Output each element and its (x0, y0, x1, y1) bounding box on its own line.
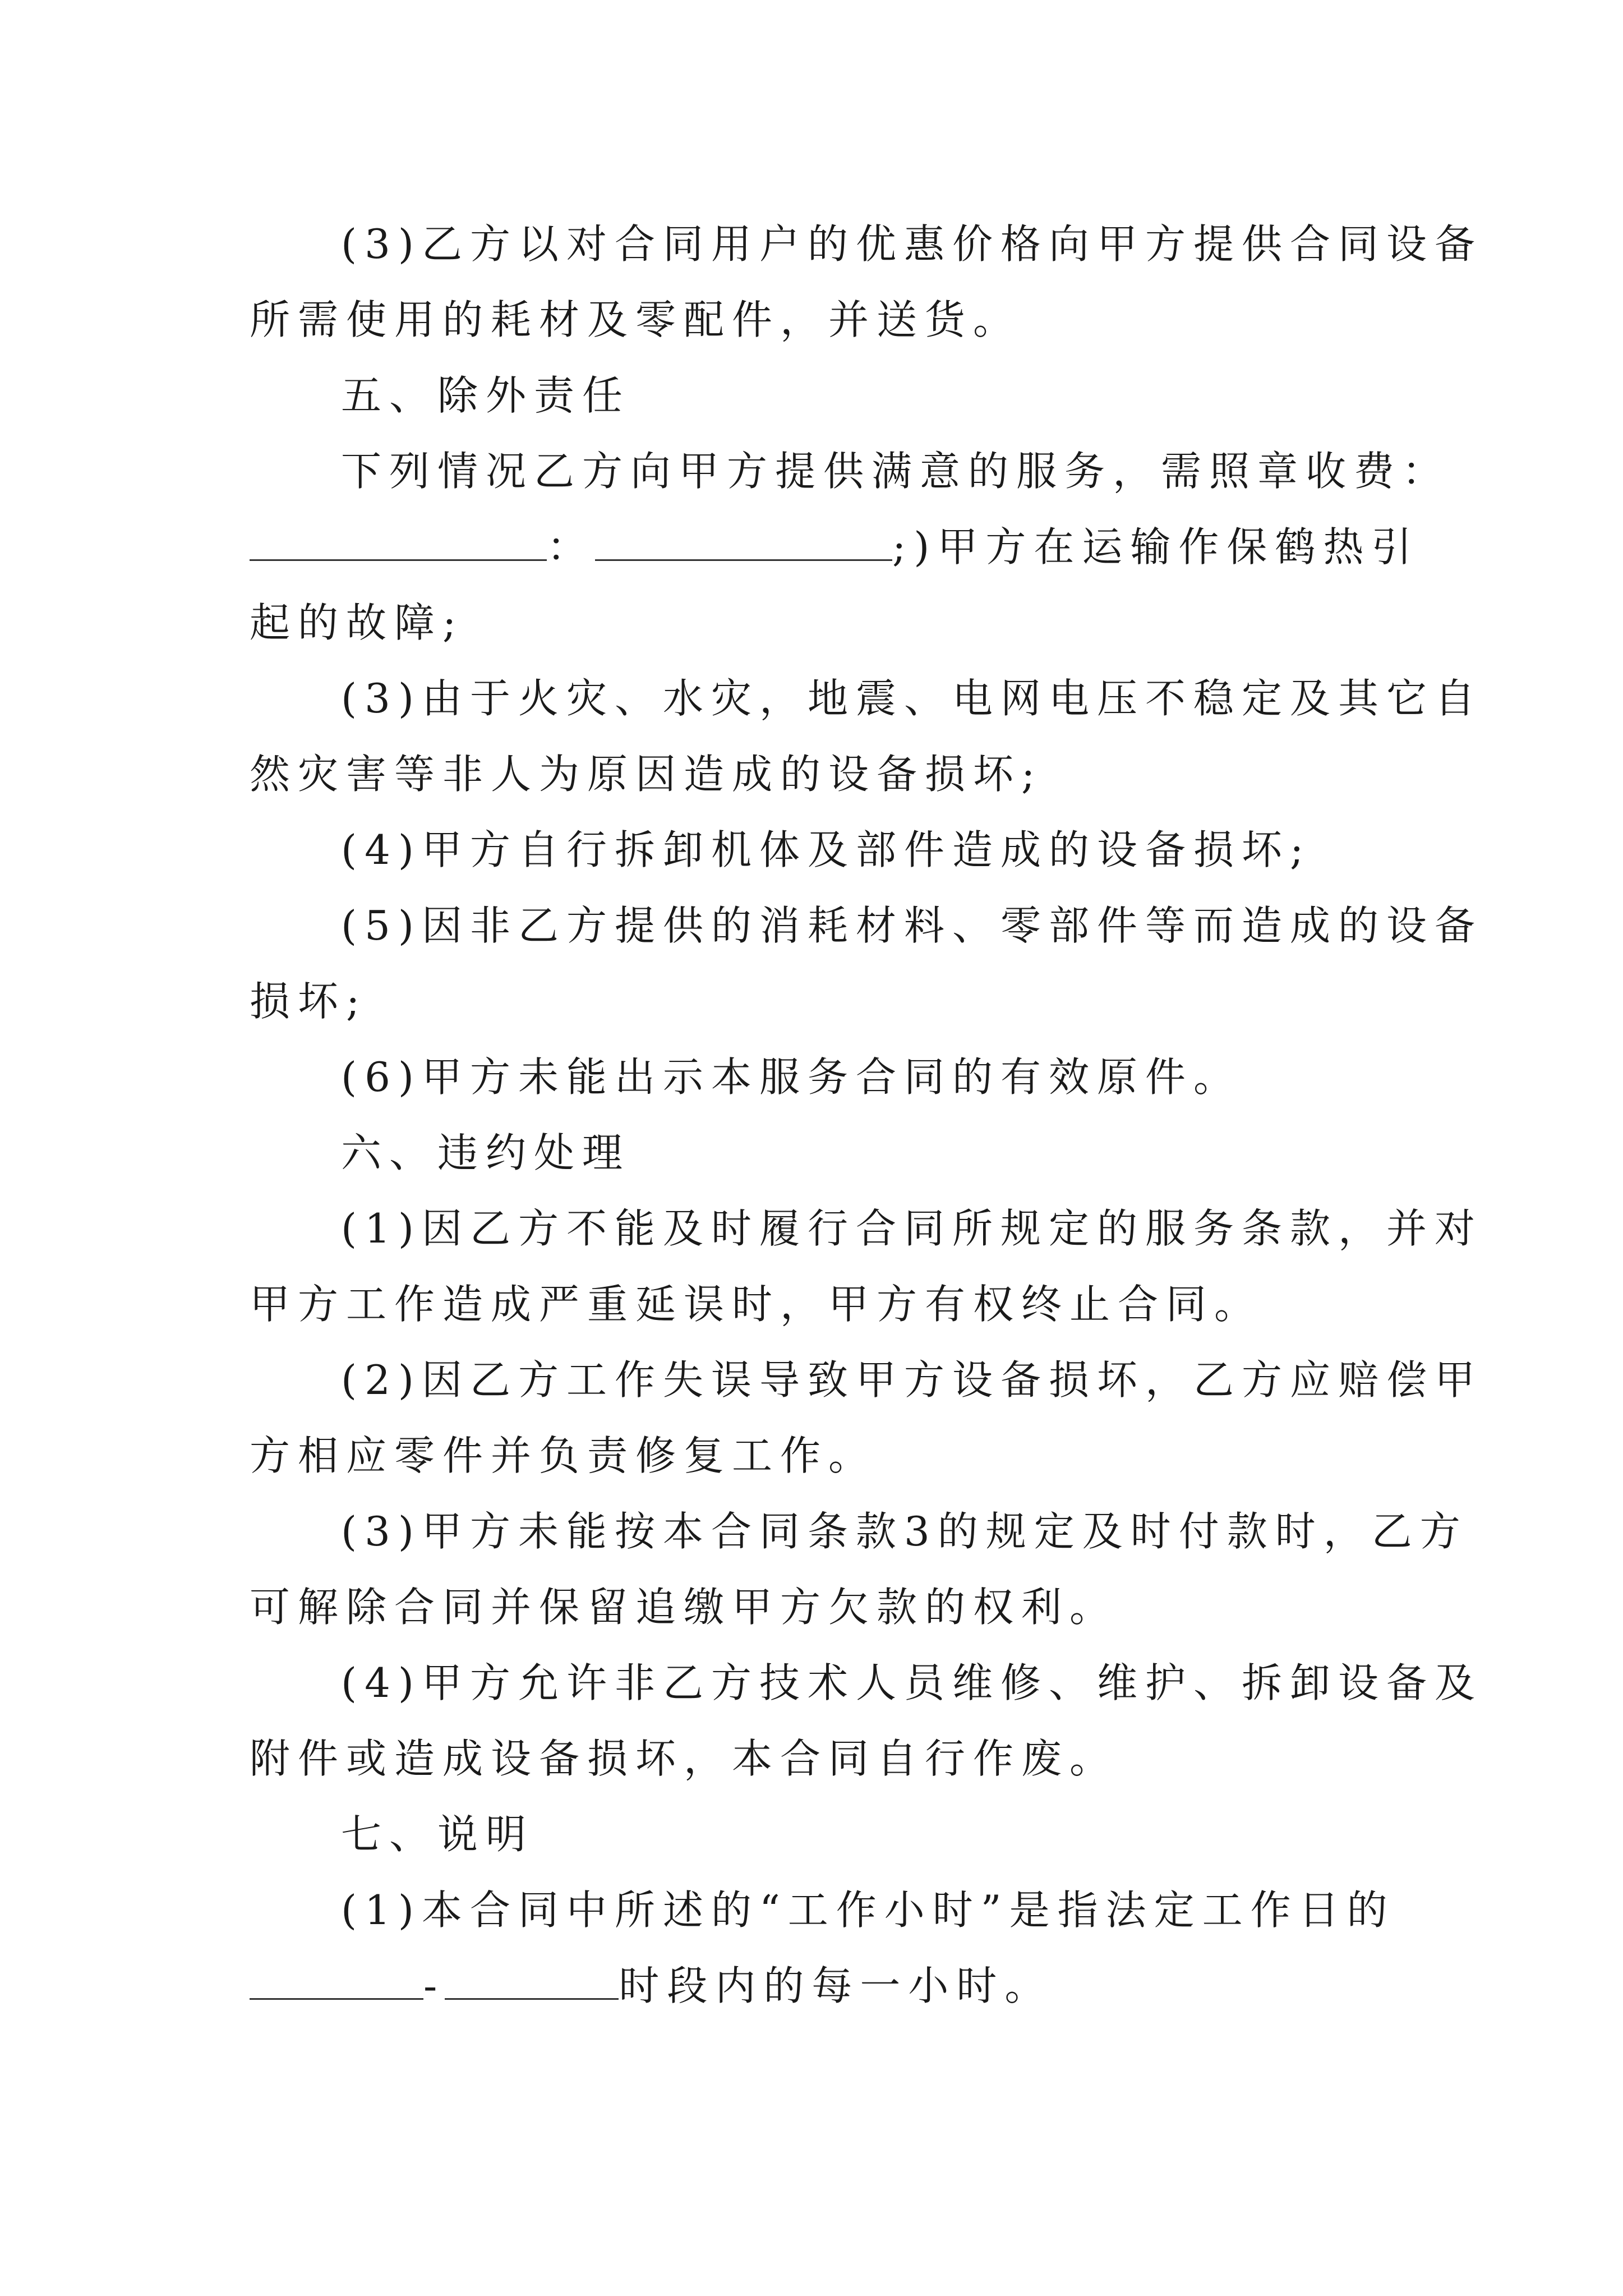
blank-field (250, 520, 547, 561)
clause-7-1-line-2 (250, 1958, 1053, 2014)
clause-5-4: (4)甲方自行拆卸机体及部件造成的设备损坏; (341, 826, 1312, 873)
clause-6-2-line-1: (2)因乙方工作失误导致甲方设备损坏，乙方应赔偿甲 (341, 1356, 1483, 1404)
clause-5-1-text: ;)甲方在运输作保鹤热引 (892, 523, 1420, 570)
clause-5-6: (6)甲方未能出示本服务合同的有效原件。 (341, 1053, 1242, 1101)
section-heading-6: 六、违约处理 (341, 1129, 631, 1176)
clause-5-3-line-2: 然灾害等非人为原因造成的设备损坏; (250, 751, 1043, 798)
clause-5-intro: 下列情况乙方向甲方提供满意的服务，需照章收费： (341, 448, 1451, 495)
clause-7-1-text: 时段内的每一小时。 (619, 1962, 1053, 2009)
blank-field (595, 520, 892, 561)
clause-6-1-line-1: (1)因乙方不能及时履行合同所规定的服务条款，并对 (341, 1205, 1483, 1252)
colon-separator: ： (547, 523, 596, 570)
dash-separator: - (423, 1962, 445, 2009)
section-heading-5: 五、除外责任 (341, 372, 631, 419)
clause-6-3-line-2: 可解除合同并保留追缴甲方欠款的权利。 (250, 1584, 1118, 1631)
blank-field (445, 1959, 619, 2000)
blank-field (250, 1959, 423, 2000)
clause-6-4-line-1: (4)甲方允许非乙方技术人员维修、维护、拆卸设备及 (341, 1659, 1483, 1706)
clause-4-3-line-1: (3)乙方以对合同用户的优惠价格向甲方提供合同设备 (341, 220, 1483, 268)
clause-5-3-line-1: (3)由于火灾、水灾，地震、电网电压不稳定及其它自 (341, 675, 1483, 722)
clause-6-4-line-2: 附件或造成设备损坏，本合同自行作废。 (250, 1735, 1118, 1782)
clause-5-5-line-1: (5)因非乙方提供的消耗材料、零部件等而造成的设备 (341, 902, 1483, 949)
clause-4-3-line-2: 所需使用的耗材及零配件，并送货。 (250, 296, 1022, 343)
clause-6-2-line-2: 方相应零件并负责修复工作。 (250, 1432, 877, 1479)
clause-5-1-line-2: 起的故障; (250, 599, 464, 646)
section-heading-7: 七、说明 (341, 1811, 534, 1858)
clause-7-1-line-1: (1)本合同中所述的“工作小时”是指法定工作日的 (341, 1887, 1395, 1934)
clause-6-3-line-1: (3)甲方未能按本合同条款3的规定及时付款时，乙方 (341, 1508, 1468, 1555)
clause-5-5-line-2: 损坏; (250, 978, 368, 1025)
clause-6-1-line-2: 甲方工作造成严重延误时，甲方有权终止合同。 (250, 1281, 1263, 1328)
clause-5-blank-line (250, 519, 1419, 575)
